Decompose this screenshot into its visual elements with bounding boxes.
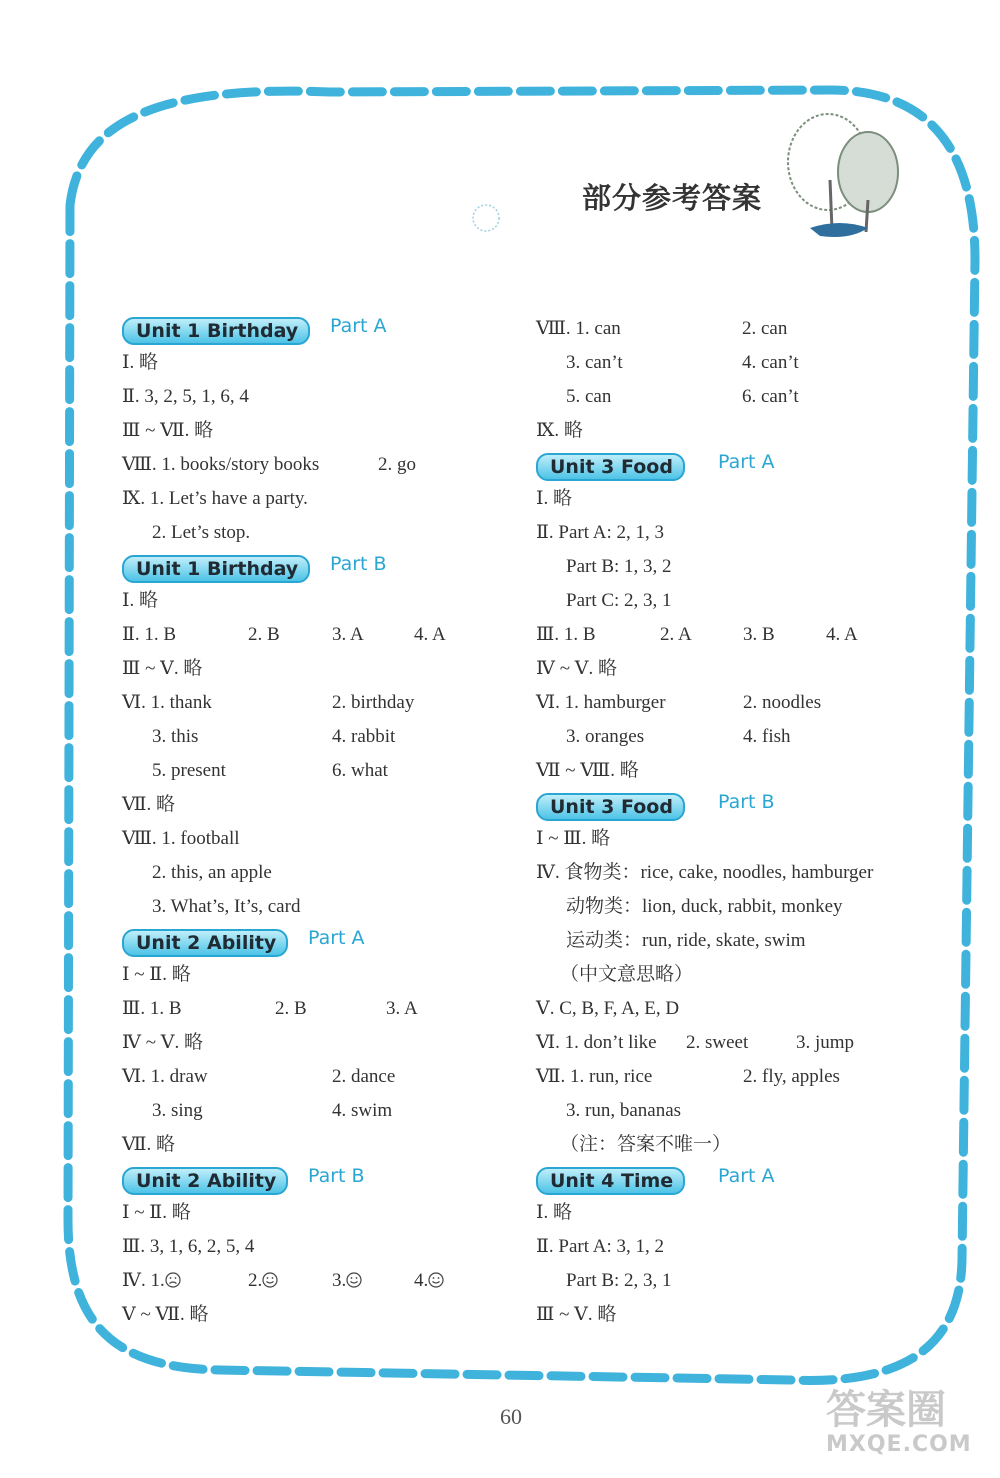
answer-line: Ⅱ. 1. B 2. B 3. A 4. A — [122, 624, 446, 645]
section-header — [122, 550, 522, 584]
unit-badge: Unit 2 Ability — [122, 1167, 288, 1195]
answer-line: 动物类：lion, duck, rabbit, monkey — [566, 896, 843, 917]
answer-line: Ⅶ ~ Ⅷ. 略 — [536, 760, 639, 781]
answer-line: Ⅱ. 3, 2, 5, 1, 6, 4 — [122, 386, 249, 407]
unit-badge: Unit 3 Food — [536, 793, 685, 821]
watermark-bottom-text: MXQE.COM — [826, 1432, 972, 1457]
answer-line: 3. run, bananas — [566, 1100, 682, 1121]
part-label: Part B — [718, 791, 775, 813]
answer-line: Ⅰ. 略 — [536, 1202, 573, 1223]
answer-line: 2. Let’s stop. — [152, 522, 251, 543]
answer-line: 3. What’s, It’s, card — [152, 896, 301, 917]
part-label: Part A — [718, 1165, 775, 1187]
unit-badge: Unit 1 Birthday — [122, 317, 310, 345]
answer-line: Part B: 2, 3, 1 — [566, 1270, 672, 1291]
part-label: Part A — [330, 315, 387, 337]
answer-line: Ⅵ. 1. thank 2. birthday — [122, 692, 415, 713]
tree-illustration — [770, 100, 910, 240]
smiley-face-icon — [428, 1272, 444, 1288]
answer-line: 3. this 4. rabbit — [152, 726, 396, 747]
part-label: Part A — [308, 927, 365, 949]
section-header — [122, 312, 522, 346]
answer-line: Ⅲ ~ Ⅴ. 略 — [122, 658, 203, 679]
unit-badge: Unit 2 Ability — [122, 929, 288, 957]
smiley-face-icon — [262, 1272, 278, 1288]
answer-line: Ⅰ ~ Ⅲ. 略 — [536, 828, 611, 849]
answer-line: Ⅷ. 1. football — [122, 828, 240, 849]
answer-line: 3. oranges 4. fish — [566, 726, 791, 747]
answer-line: Ⅲ. 1. B 2. B 3. A — [122, 998, 418, 1019]
section-header — [536, 788, 936, 822]
answer-line: Ⅳ ~ Ⅴ. 略 — [122, 1032, 203, 1053]
answer-line: 运动类：run, ride, skate, swim — [566, 930, 806, 951]
answer-line: Ⅳ. 食物类：rice, cake, noodles, hamburger — [536, 862, 874, 883]
part-label: Part A — [718, 451, 775, 473]
section-header — [122, 1162, 522, 1196]
unit-badge: Unit 3 Food — [536, 453, 685, 481]
answer-line: （中文意思略） — [560, 964, 694, 985]
sun-doodle-icon — [466, 198, 506, 238]
answer-line: Ⅳ. 1. 2. 3. 4. — [122, 1264, 522, 1298]
answer-line: Ⅶ. 1. run, rice 2. fly, apples — [536, 1066, 840, 1087]
part-label: Part B — [308, 1165, 365, 1187]
answer-line: Ⅲ. 1. B 2. A 3. B 4. A — [536, 624, 858, 645]
unit-badge: Unit 1 Birthday — [122, 555, 310, 583]
answer-line: Ⅲ ~ Ⅴ. 略 — [536, 1304, 617, 1325]
answer-line: Ⅶ. 略 — [122, 1134, 176, 1155]
answer-line: Ⅱ. Part A: 2, 1, 3 — [536, 522, 664, 543]
answer-line: Ⅰ ~ Ⅱ. 略 — [122, 964, 191, 985]
answer-line: Ⅸ. 1. Let’s have a party. — [122, 488, 308, 509]
answer-line: Ⅵ. 1. hamburger 2. noodles — [536, 692, 822, 713]
answer-line: 5. can 6. can’t — [566, 386, 799, 407]
answer-line: Part C: 2, 3, 1 — [566, 590, 672, 611]
answer-line: 3. sing 4. swim — [152, 1100, 393, 1121]
answer-line: Ⅴ ~ Ⅶ. 略 — [122, 1304, 209, 1325]
answer-line: Ⅷ. 1. books/story books 2. go — [122, 454, 416, 475]
watermark-logo — [826, 1388, 972, 1457]
answer-line: 2. this, an apple — [152, 862, 272, 883]
section-header — [122, 924, 522, 958]
answer-line: （注：答案不唯一） — [560, 1134, 732, 1155]
answer-line: Ⅰ. 略 — [122, 590, 159, 611]
answer-line: Ⅵ. 1. don’t like 2. sweet 3. jump — [536, 1032, 855, 1053]
unit-badge: Unit 4 Time — [536, 1167, 685, 1195]
answer-line: 5. present 6. what — [152, 760, 388, 781]
right-column — [536, 312, 936, 1332]
left-column — [122, 312, 522, 1332]
section-header — [536, 448, 936, 482]
answer-line: Ⅱ. Part A: 3, 1, 2 — [536, 1236, 664, 1257]
answer-line: Ⅷ. 1. can 2. can — [536, 318, 788, 339]
smiley-face-icon — [346, 1272, 362, 1288]
answer-line: Ⅸ. 略 — [536, 420, 583, 441]
section-header — [536, 1162, 936, 1196]
page-number: 60 — [500, 1404, 522, 1429]
answer-line: Ⅲ. 3, 1, 6, 2, 5, 4 — [122, 1236, 255, 1257]
part-label: Part B — [330, 553, 387, 575]
answer-line: Ⅶ. 略 — [122, 794, 176, 815]
answer-line: Ⅲ ~ Ⅶ. 略 — [122, 420, 214, 441]
answer-line: Ⅰ ~ Ⅱ. 略 — [122, 1202, 191, 1223]
answer-line: Ⅳ ~ Ⅴ. 略 — [536, 658, 617, 679]
watermark-top-text: 答案圈 — [826, 1387, 946, 1433]
page-title: 部分参考答案 — [582, 181, 763, 215]
answer-line: Ⅰ. 略 — [536, 488, 573, 509]
sad-face-icon — [165, 1272, 181, 1288]
answer-line: Ⅰ. 略 — [122, 352, 159, 373]
answer-line: Part B: 1, 3, 2 — [566, 556, 672, 577]
answer-line: Ⅴ. C, B, F, A, E, D — [536, 998, 680, 1019]
answer-line: 3. can’t 4. can’t — [566, 352, 799, 373]
answer-line: Ⅵ. 1. draw 2. dance — [122, 1066, 396, 1087]
